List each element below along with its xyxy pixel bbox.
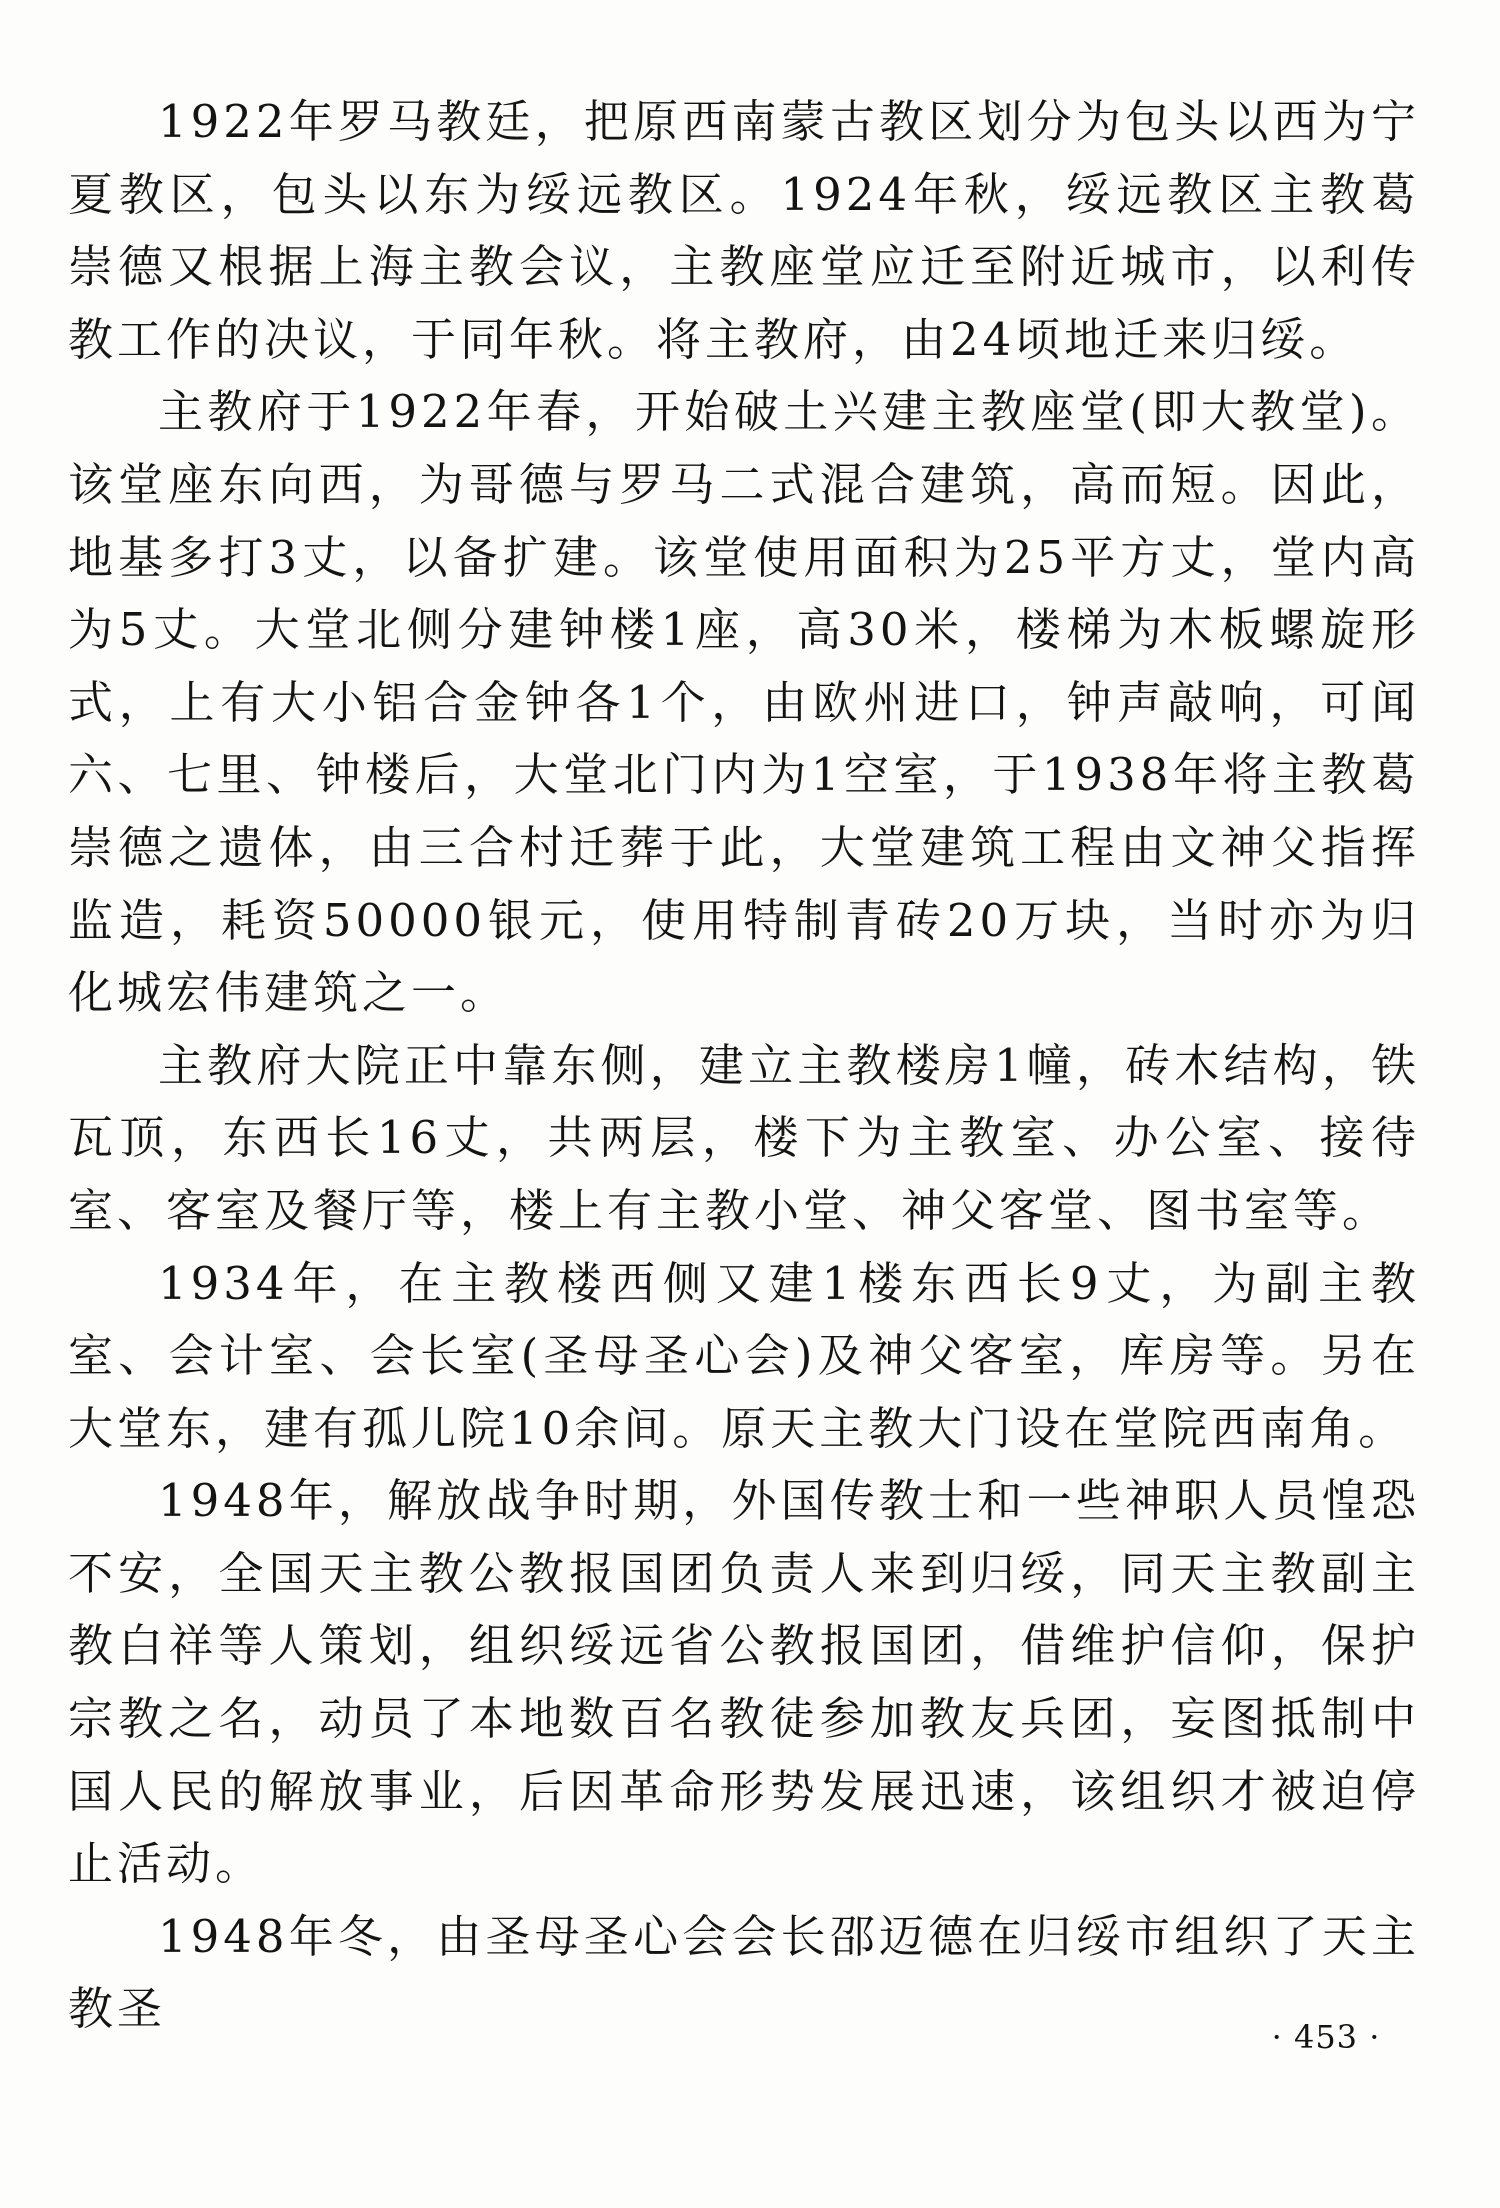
paragraph-5: 1948年，解放战争时期，外国传教士和一些神职人员惶恐不安，全国天主教公教报国团负责人来到归绥，同天主教副主教白祥等人策划，组织绥远省公教报国团，借维护信仰，保护宗教之名，动员了本地数百名教徒参加教友兵团，妄图抵制中国人民的解放事业，后因革命形势发展迅速，该组织才被迫停止活动。 (68, 1474, 1420, 1891)
paragraph-2: 主教府于1922年春，开始破土兴建主教座堂(即大教堂)。该堂座东向西，为哥德与罗马二式混合建筑，高而短。因此，地基多打3丈，以备扩建。该堂使用面积为25平方丈，堂内高为5丈。大堂北侧分建钟楼1座，高30米，楼梯为木板螺旋形式，上有大小铝合金钟各1个，由欧州进口，钟声敲响，可闻六、七里、钟楼后，大堂北门内为1空室，于1938年将主教葛崇德之遗体，由三合村迁葬于此，大堂建筑工程由文神父指挥监造，耗资50000银元，使用特制青砖20万块，当时亦为归化城宏伟建筑之一。 (68, 385, 1420, 1020)
body-text (68, 86, 1420, 2046)
paragraph-3: 主教府大院正中靠东侧，建立主教楼房1幢，砖木结构，铁瓦顶，东西长16丈，共两层，楼下为主教室、办公室、接待室、客室及餐厅等，楼上有主教小堂、神父客堂、图书室等。 (68, 1038, 1420, 1237)
paragraph-6: 1948年冬，由圣母圣心会会长邵迈德在归绥市组织了天主教圣 (68, 1909, 1420, 2036)
paragraph-4: 1934年，在主教楼西侧又建1楼东西长9丈，为副主教室、会计室、会长室(圣母圣心会)及神父客室，库房等。另在大堂东，建有孤儿院10余间。原天主教大门设在堂院西南角。 (68, 1256, 1420, 1455)
paragraph-1: 1922年罗马教廷，把原西南蒙古教区划分为包头以西为宁夏教区，包头以东为绥远教区。1924年秋，绥远教区主教葛崇德又根据上海主教会议，主教座堂应迁至附近城市，以利传教工作的决议，于同年秋。将主教府，由24顷地迁来归绥。 (68, 95, 1420, 366)
page-number: · 453 · (1271, 2018, 1381, 2056)
